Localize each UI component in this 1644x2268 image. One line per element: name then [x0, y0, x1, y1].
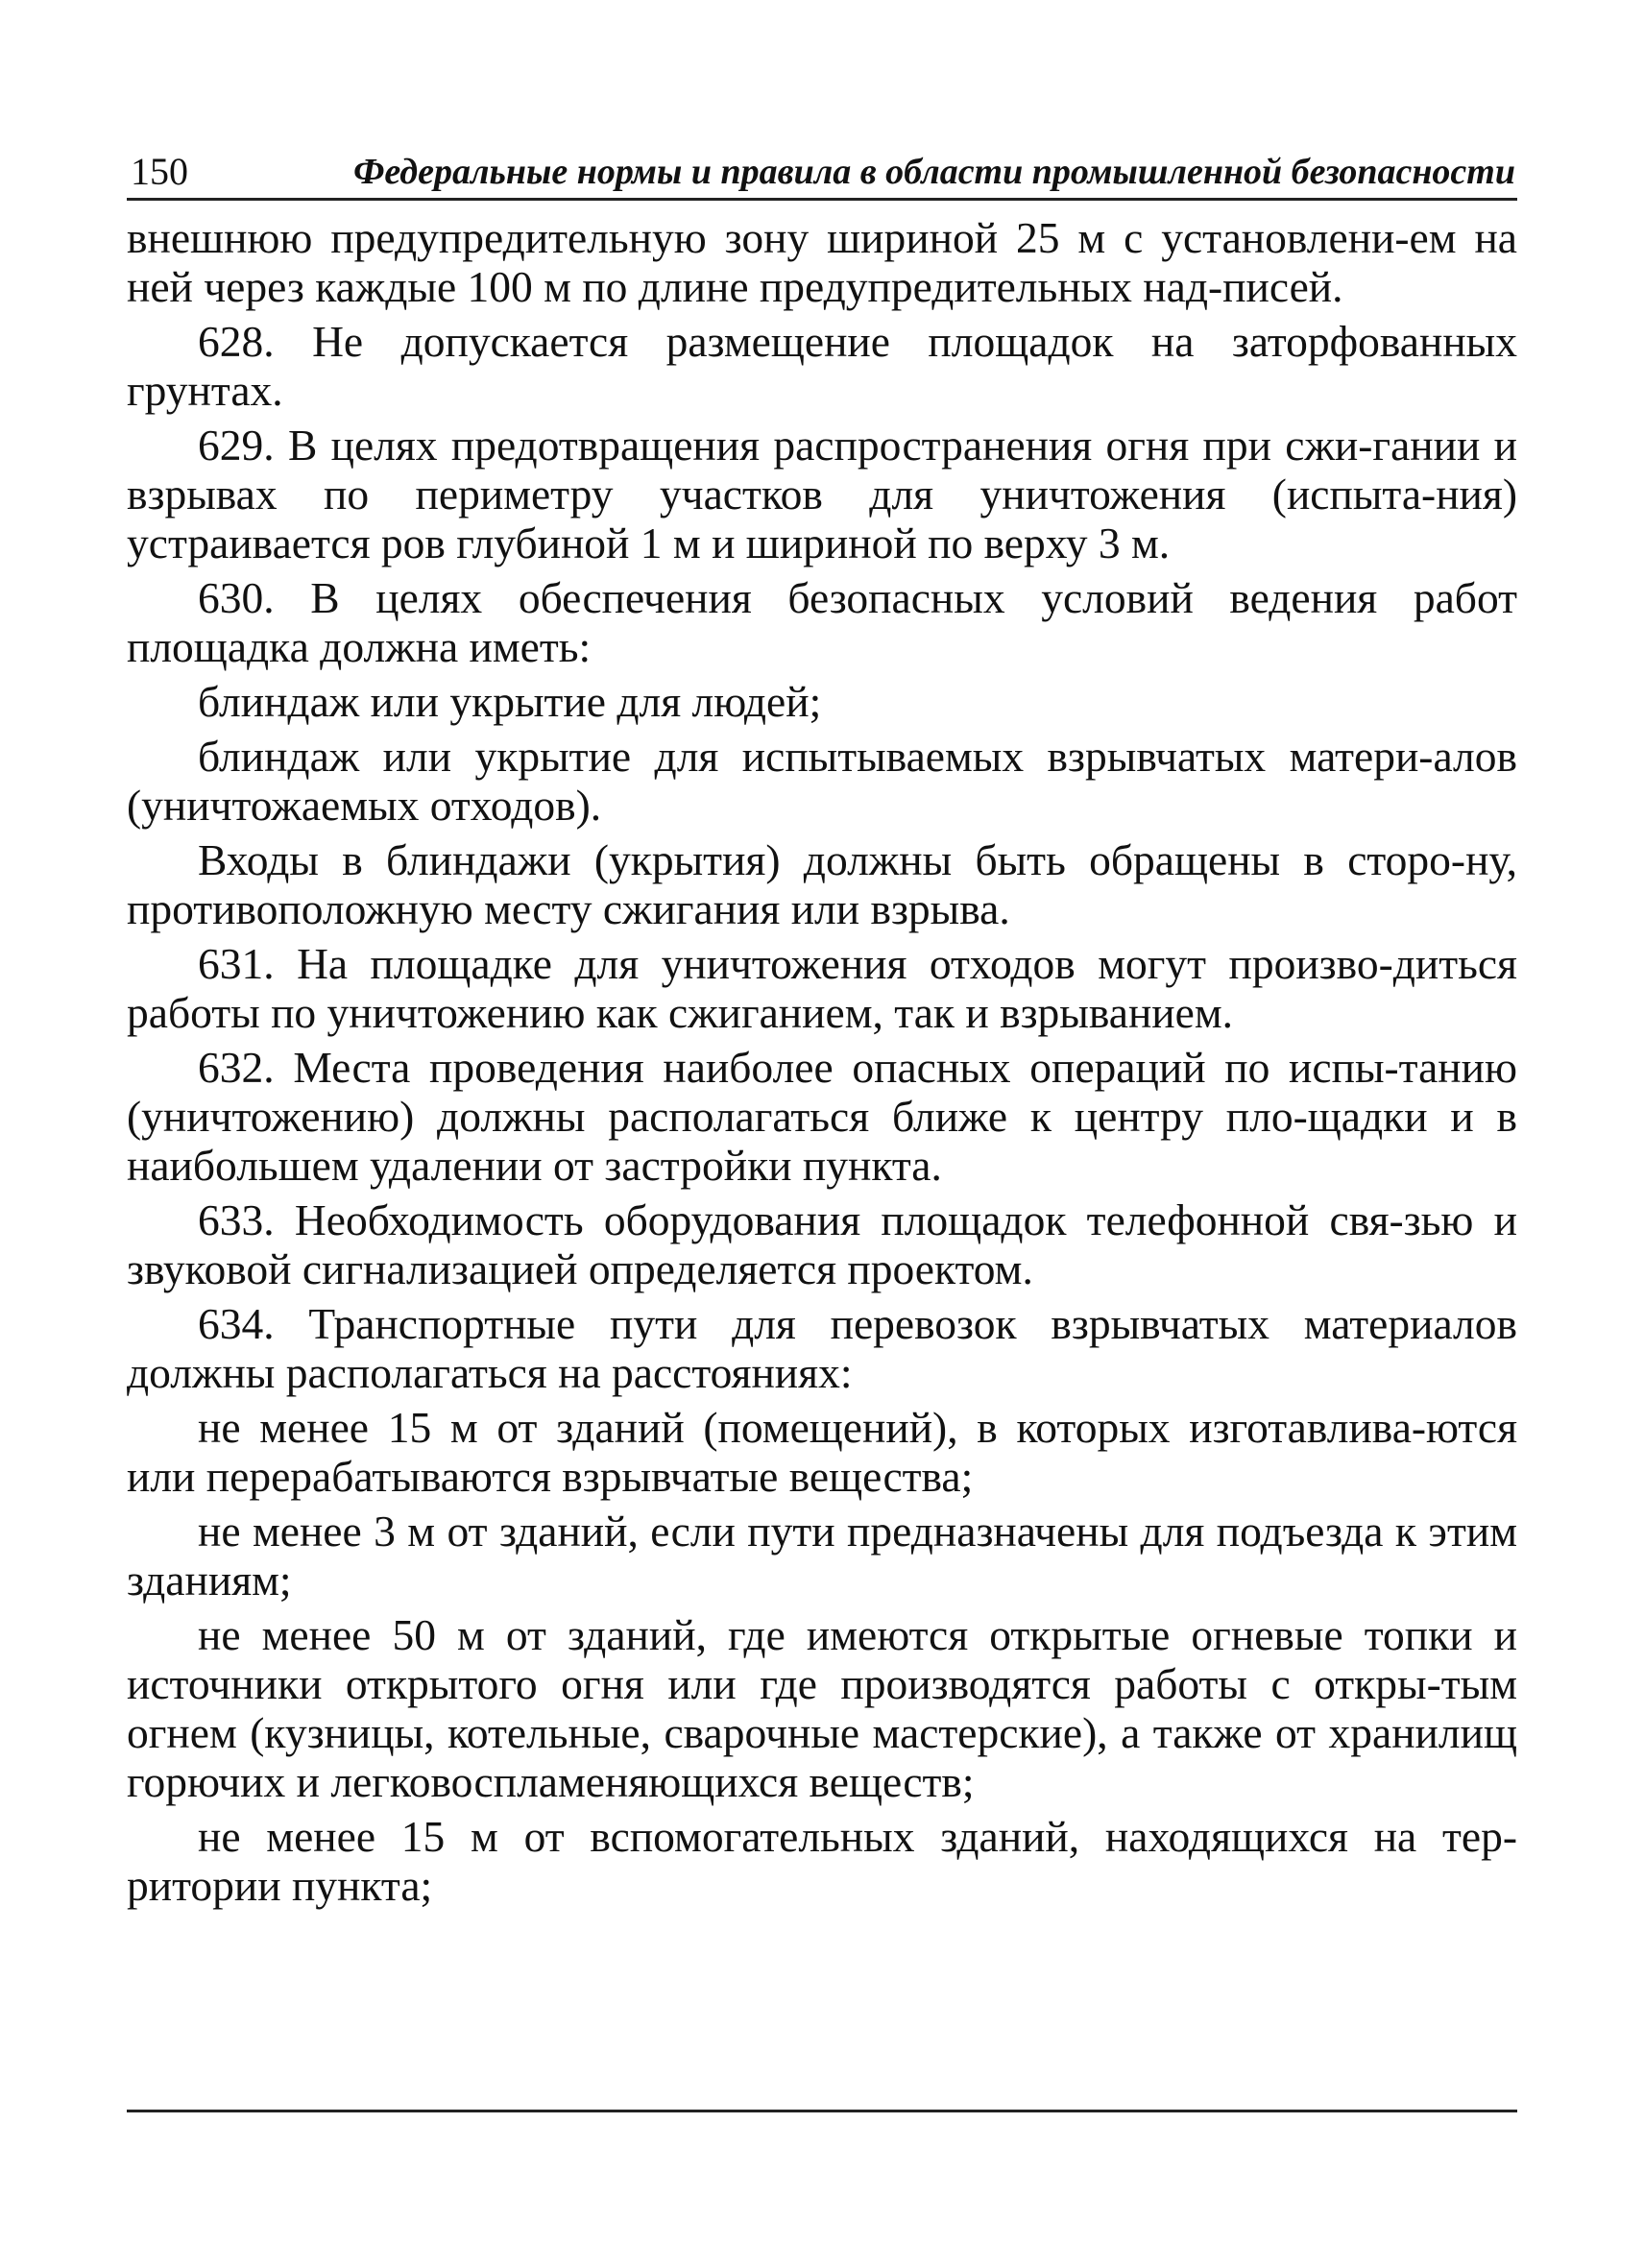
- list-item: не менее 15 м от зданий (помещений), в которых изготавлива-ются или перерабатываются взрывчатые вещества;: [127, 1403, 1517, 1501]
- list-item: не менее 3 м от зданий, если пути предназначены для подъезда к этим зданиям;: [127, 1507, 1517, 1604]
- paragraph: 630. В целях обеспечения безопасных условий ведения работ площадка должна иметь:: [127, 573, 1517, 671]
- page-number: 150: [131, 150, 188, 193]
- list-item: не менее 50 м от зданий, где имеются открытые огневые топки и источники открытого огня или где производятся работы с откры-тым огнем (кузницы, котельные, сварочные мастерские), а также от хранилищ горючих и легковоспламеняющихся веществ;: [127, 1610, 1517, 1806]
- paragraph: 633. Необходимость оборудования площадок телефонной свя-зью и звуковой сигнализацией определяется проектом.: [127, 1195, 1517, 1293]
- footer-rule: [127, 2110, 1517, 2112]
- list-item: не менее 15 м от вспомогательных зданий, находящихся на тер-ритории пункта;: [127, 1812, 1517, 1910]
- paragraph: 634. Транспортные пути для перевозок взрывчатых материалов должны располагаться на расстояниях:: [127, 1299, 1517, 1397]
- page-header: [127, 142, 1517, 201]
- paragraph: внешнюю предупредительную зону шириной 25 м с установлени-ем на ней через каждые 100 м по длине предупредительных над-писей.: [127, 213, 1517, 311]
- body-text: [127, 213, 1517, 1916]
- paragraph: 632. Места проведения наиболее опасных операций по испы-танию (уничтожению) должны располагаться ближе к центру пло-щадки и в наибольшем удалении от застройки пункта.: [127, 1043, 1517, 1190]
- paragraph: 629. В целях предотвращения распространения огня при сжи-гании и взрывах по периметру участков для уничтожения (испыта-ния) устраивается ров глубиной 1 м и шириной по верху 3 м.: [127, 421, 1517, 567]
- paragraph: Входы в блиндажи (укрытия) должны быть обращены в сторо-ну, противоположную месту сжигания или взрыва.: [127, 835, 1517, 933]
- list-item: блиндаж или укрытие для испытываемых взрывчатых матери-алов (уничтожаемых отходов).: [127, 732, 1517, 830]
- paragraph: 631. На площадке для уничтожения отходов могут произво-диться работы по уничтожению как сжиганием, так и взрыванием.: [127, 939, 1517, 1037]
- paragraph: 628. Не допускается размещение площадок на заторфованных грунтах.: [127, 317, 1517, 415]
- running-title: Федеральные нормы и правила в области промышленной безопасности: [353, 152, 1515, 192]
- list-item: блиндаж или укрытие для людей;: [198, 677, 822, 726]
